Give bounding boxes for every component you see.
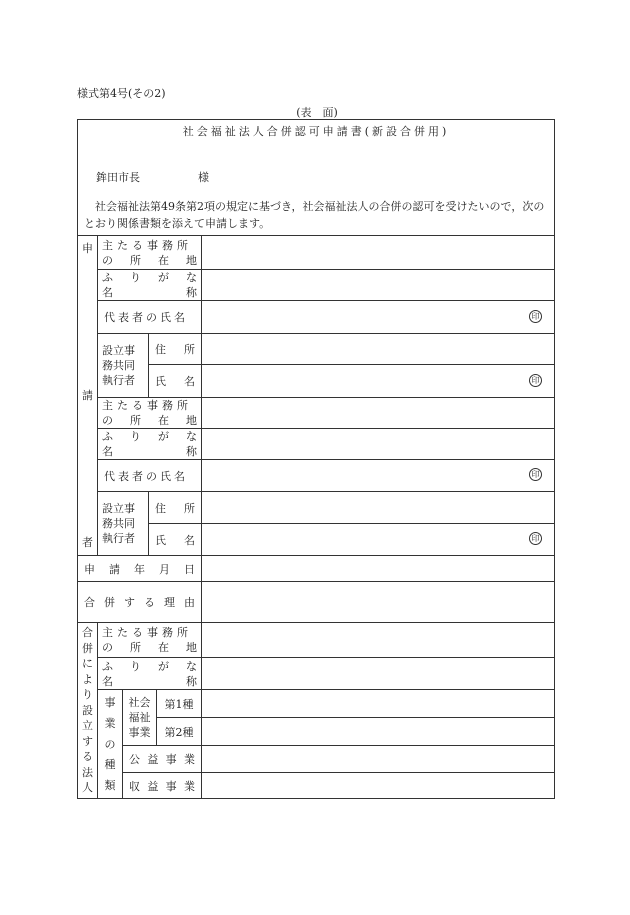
corp2-exec-name-value[interactable] xyxy=(202,524,554,555)
corp2-name-label xyxy=(98,429,201,459)
newcorp-office-c2: 所 xyxy=(130,641,141,654)
side-label-text: (表 面) xyxy=(296,106,338,119)
corp1-exec-name-value[interactable] xyxy=(202,365,554,397)
corp2-furi-1: ふ xyxy=(102,430,113,443)
corp2-addr-c1: 住 xyxy=(155,501,166,515)
corp2-exec-l2: 務共同 xyxy=(102,517,135,530)
body-text: 社会福祉法第49条第2項の規定に基づき，社会福祉法人の合併の認可を受けたいので，次のとおり関係書類を添えて申請します。 xyxy=(84,200,545,230)
sw-l3: 事業 xyxy=(128,726,151,739)
corp2-exec-l1: 設立事 xyxy=(102,502,135,515)
form-label: 様式第4号(その2) xyxy=(77,87,166,100)
corp1-executor-label xyxy=(98,334,148,397)
reason-c2: 併 xyxy=(104,596,115,609)
reason-c1: 合 xyxy=(84,596,95,609)
newcorp-c9: る xyxy=(82,750,93,763)
corp2-pname-c2: 名 xyxy=(184,533,195,547)
social-welfare-label xyxy=(123,690,156,745)
biz-c3: の xyxy=(104,737,116,751)
addressee-name: 鉾田市長 xyxy=(96,171,140,184)
newcorp-furi-2: り xyxy=(130,659,141,673)
newcorp-c8: す xyxy=(82,734,93,748)
corp1-addr-c1: 住 xyxy=(155,343,166,356)
application-date-value[interactable] xyxy=(202,556,554,581)
newcorp-office-label xyxy=(98,623,201,657)
type2-value[interactable] xyxy=(202,718,554,745)
corp2-office-c4: 地 xyxy=(186,414,197,427)
biz-c1: 事 xyxy=(104,696,116,709)
reason-c5: 理 xyxy=(164,596,175,609)
corp2-rep-text: 代表者の氏名 xyxy=(104,469,188,483)
newcorp-name-value[interactable] xyxy=(202,658,554,689)
newcorp-c3: に xyxy=(82,657,93,670)
corp1-office-value[interactable] xyxy=(202,236,554,269)
corp2-office-c1: の xyxy=(102,414,113,427)
corp2-name-value[interactable] xyxy=(202,429,554,459)
pub-c1: 公 xyxy=(129,753,140,766)
corp2-exec-address-value[interactable] xyxy=(202,492,554,523)
newcorp-office-line1: 主たる事務所 xyxy=(102,626,192,639)
corp2-addr-c2: 所 xyxy=(184,501,195,515)
form-title: 社会福祉法人合併認可申請書(新設合併用) xyxy=(182,125,450,138)
corp1-name-value[interactable] xyxy=(202,270,554,300)
profit-business-value[interactable] xyxy=(202,773,554,798)
newcorp-c10: 法 xyxy=(82,765,93,779)
reason-c3: す xyxy=(124,596,135,609)
sw-l1: 社会 xyxy=(128,696,151,709)
corp2-name-c1: 名 xyxy=(102,445,113,458)
biz-c4: 種 xyxy=(104,758,116,772)
corp2-office-c3: 在 xyxy=(158,414,169,427)
applicant-section-label xyxy=(78,238,97,553)
corp2-representative-label xyxy=(98,460,201,491)
corp1-rep-text: 代表者の氏名 xyxy=(104,311,188,324)
newcorp-office-c1: の xyxy=(102,641,113,654)
corp1-pname-c1: 氏 xyxy=(155,375,166,388)
date-c5: 日 xyxy=(184,562,195,576)
corp1-name-label xyxy=(98,270,201,300)
biz-c5: 類 xyxy=(104,779,116,792)
new-corp-section-label xyxy=(78,625,97,797)
newcorp-office-value[interactable] xyxy=(202,623,554,657)
corp1-addr-c2: 所 xyxy=(184,343,195,356)
corp1-representative-value[interactable] xyxy=(202,301,554,333)
corp2-exec-address-label xyxy=(149,492,201,523)
corp1-office-label xyxy=(98,236,201,269)
corp1-furi-2: り xyxy=(130,271,141,284)
applicant-char-3: 者 xyxy=(82,536,93,549)
newcorp-c1: 合 xyxy=(82,626,93,639)
corp2-representative-value[interactable] xyxy=(202,460,554,491)
type2-label: 第2種 xyxy=(164,725,194,739)
date-c1: 申 xyxy=(84,562,95,576)
sw-l2: 福祉 xyxy=(128,711,151,724)
newcorp-c11: 人 xyxy=(82,781,93,794)
corp2-office-label xyxy=(98,398,201,428)
corp1-pname-c2: 名 xyxy=(184,375,195,388)
corp1-office-line1: 主たる事務所 xyxy=(102,238,192,252)
corp1-exec-seal-icon: 印 xyxy=(529,374,542,387)
corp1-exec-address-label xyxy=(149,334,201,364)
corp1-exec-name-label xyxy=(149,365,201,397)
reason-c4: る xyxy=(144,596,155,609)
corp2-office-line1: 主たる事務所 xyxy=(102,399,192,412)
newcorp-name-c2: 称 xyxy=(186,674,197,688)
side-label xyxy=(0,104,630,120)
prof-c2: 益 xyxy=(147,779,159,793)
corp1-office-c2: 所 xyxy=(130,253,141,267)
corp2-office-value[interactable] xyxy=(202,398,554,428)
corp1-name-c2: 称 xyxy=(186,286,197,299)
applicant-char-2: 請 xyxy=(82,389,93,402)
corp2-office-c2: 所 xyxy=(130,414,141,427)
header-block xyxy=(78,120,554,235)
corp1-representative-label xyxy=(98,301,201,333)
corp2-furi-2: り xyxy=(130,430,141,443)
public-interest-value[interactable] xyxy=(202,746,554,772)
type1-value[interactable] xyxy=(202,690,554,717)
corp1-exec-address-value[interactable] xyxy=(202,334,554,364)
corp1-name-c1: 名 xyxy=(102,286,113,299)
corp1-furi-1: ふ xyxy=(102,271,113,284)
corp2-furi-3: が xyxy=(158,430,169,443)
newcorp-furi-1: ふ xyxy=(102,659,113,673)
corp1-furi-3: が xyxy=(158,271,169,284)
corp1-office-c1: の xyxy=(102,253,113,267)
corp1-exec-l2: 務共同 xyxy=(102,359,135,372)
pub-c4: 業 xyxy=(183,753,195,766)
newcorp-c2: 併 xyxy=(82,641,93,655)
newcorp-furi-4: な xyxy=(186,659,197,673)
newcorp-office-c3: 在 xyxy=(158,641,169,654)
merger-reason-label xyxy=(78,582,201,622)
newcorp-office-c4: 地 xyxy=(186,641,197,654)
newcorp-name-c1: 名 xyxy=(102,674,113,688)
biz-c2: 業 xyxy=(104,716,116,730)
pub-c2: 益 xyxy=(147,753,159,766)
prof-c1: 収 xyxy=(129,779,140,793)
addressee xyxy=(96,169,209,185)
corp1-exec-l1: 設立事 xyxy=(102,344,135,357)
newcorp-name-label xyxy=(98,658,201,689)
public-interest-label xyxy=(123,746,201,772)
corp2-rep-seal-icon: 印 xyxy=(529,468,542,481)
type1-label: 第1種 xyxy=(164,697,194,711)
date-c4: 月 xyxy=(159,562,170,576)
applicant-char-1: 申 xyxy=(82,242,93,255)
newcorp-c5: り xyxy=(82,688,93,701)
newcorp-c4: よ xyxy=(82,672,93,686)
corp2-furi-4: な xyxy=(186,430,197,443)
date-c3: 年 xyxy=(134,562,145,576)
corp2-exec-seal-icon: 印 xyxy=(529,532,542,545)
business-types-label xyxy=(98,692,122,797)
addressee-honorific: 様 xyxy=(198,171,209,184)
merger-reason-value[interactable] xyxy=(202,582,554,622)
corp2-name-c2: 称 xyxy=(186,445,197,458)
pub-c3: 事 xyxy=(165,753,177,766)
profit-business-label xyxy=(123,773,201,798)
corp2-exec-l3: 執行者 xyxy=(102,532,135,545)
corp2-exec-name-label xyxy=(149,524,201,555)
corp1-exec-l3: 執行者 xyxy=(102,374,135,387)
corp1-office-c4: 地 xyxy=(186,253,197,267)
prof-c4: 業 xyxy=(183,779,195,793)
application-date-label xyxy=(78,556,201,581)
newcorp-c6: 設 xyxy=(82,703,93,717)
prof-c3: 事 xyxy=(165,779,177,793)
date-c2: 請 xyxy=(109,562,120,576)
corp1-office-c3: 在 xyxy=(158,253,169,267)
corp1-rep-seal-icon: 印 xyxy=(529,310,542,323)
corp1-furi-4: な xyxy=(186,271,197,284)
application-form xyxy=(77,119,555,799)
newcorp-furi-3: が xyxy=(158,659,169,673)
newcorp-c7: 立 xyxy=(82,719,93,732)
corp2-pname-c1: 氏 xyxy=(155,533,166,547)
corp2-executor-label xyxy=(98,492,148,555)
reason-c6: 由 xyxy=(184,596,195,609)
